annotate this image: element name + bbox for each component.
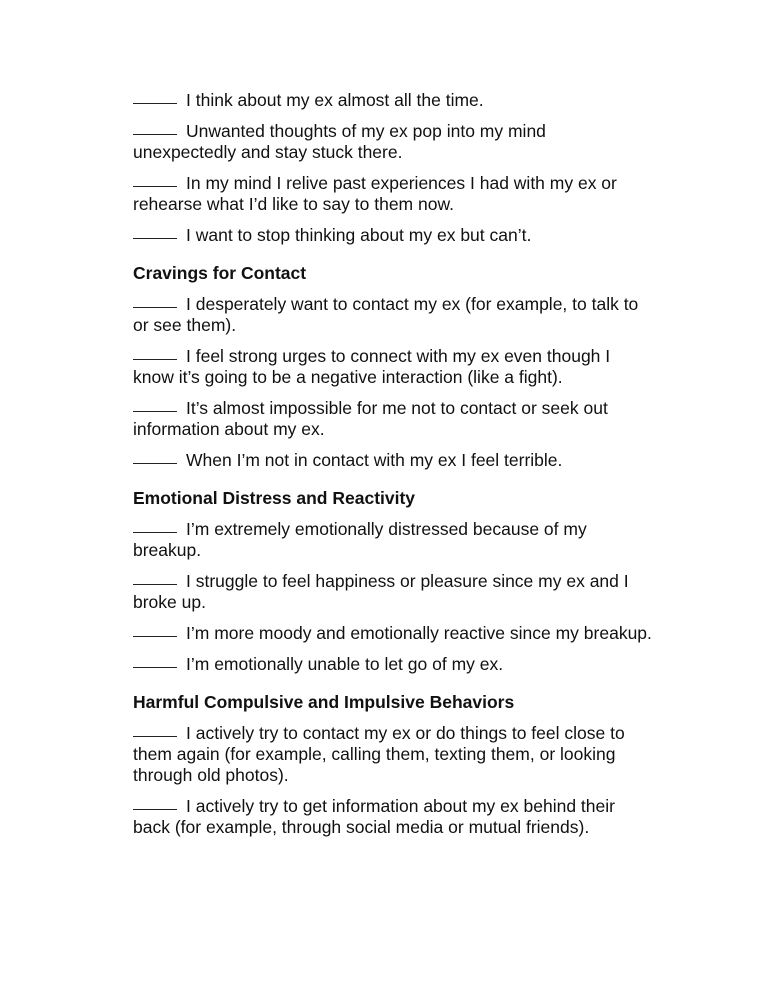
- item-text: I actively try to contact my ex or do things to feel close to them again (for example, calling them, texting them, or looking through old photos).: [133, 723, 625, 785]
- item-text: In my mind I relive past experiences I had with my ex or rehearse what I’d like to say to them now.: [133, 173, 617, 214]
- section-cravings-for-contact: [133, 263, 653, 471]
- list-item: [133, 623, 653, 644]
- item-text: Unwanted thoughts of my ex pop into my mind unexpectedly and stay stuck there.: [133, 121, 546, 162]
- section-harmful-behaviors: [133, 692, 653, 838]
- section-heading: Emotional Distress and Reactivity: [133, 488, 416, 508]
- list-item: [133, 225, 653, 246]
- answer-blank[interactable]: [133, 103, 177, 104]
- item-text: I think about my ex almost all the time.: [186, 90, 484, 110]
- answer-blank[interactable]: [133, 809, 177, 810]
- answer-blank[interactable]: [133, 463, 177, 464]
- answer-blank[interactable]: [133, 359, 177, 360]
- list-item: [133, 796, 653, 838]
- answer-blank[interactable]: [133, 532, 177, 533]
- list-item: [133, 654, 653, 675]
- item-text: When I’m not in contact with my ex I feel terrible.: [186, 450, 563, 470]
- list-item: [133, 173, 653, 215]
- item-text: I’m emotionally unable to let go of my ex.: [186, 654, 504, 674]
- section-heading: Cravings for Contact: [133, 263, 307, 283]
- answer-blank[interactable]: [133, 134, 177, 135]
- item-text: It’s almost impossible for me not to contact or seek out information about my ex.: [133, 398, 608, 439]
- item-text: I actively try to get information about my ex behind their back (for example, through social media or mutual friends).: [133, 796, 615, 837]
- answer-blank[interactable]: [133, 238, 177, 239]
- answer-blank[interactable]: [133, 584, 177, 585]
- item-text: I desperately want to contact my ex (for example, to talk to or see them).: [133, 294, 639, 335]
- list-item: [133, 723, 653, 786]
- answer-blank[interactable]: [133, 411, 177, 412]
- list-item: [133, 294, 653, 336]
- item-text: I feel strong urges to connect with my ex even though I know it’s going to be a negative interaction (like a fight).: [133, 346, 611, 387]
- answer-blank[interactable]: [133, 736, 177, 737]
- answer-blank[interactable]: [133, 667, 177, 668]
- list-item: [133, 121, 653, 163]
- item-text: I want to stop thinking about my ex but can’t.: [186, 225, 532, 245]
- section-emotional-distress: [133, 488, 653, 675]
- answer-blank[interactable]: [133, 307, 177, 308]
- item-text: I’m extremely emotionally distressed because of my breakup.: [133, 519, 587, 560]
- answer-blank[interactable]: [133, 636, 177, 637]
- list-item: [133, 519, 653, 561]
- section-heading: Harmful Compulsive and Impulsive Behaviors: [133, 692, 515, 712]
- questionnaire-page: [133, 90, 653, 848]
- item-text: I’m more moody and emotionally reactive since my breakup.: [186, 623, 652, 643]
- list-item: [133, 346, 653, 388]
- list-item: [133, 450, 653, 471]
- list-item: [133, 90, 653, 111]
- list-item: [133, 398, 653, 440]
- list-item: [133, 571, 653, 613]
- item-text: I struggle to feel happiness or pleasure since my ex and I broke up.: [133, 571, 629, 612]
- answer-blank[interactable]: [133, 186, 177, 187]
- section-intrusive-thoughts: [133, 90, 653, 246]
